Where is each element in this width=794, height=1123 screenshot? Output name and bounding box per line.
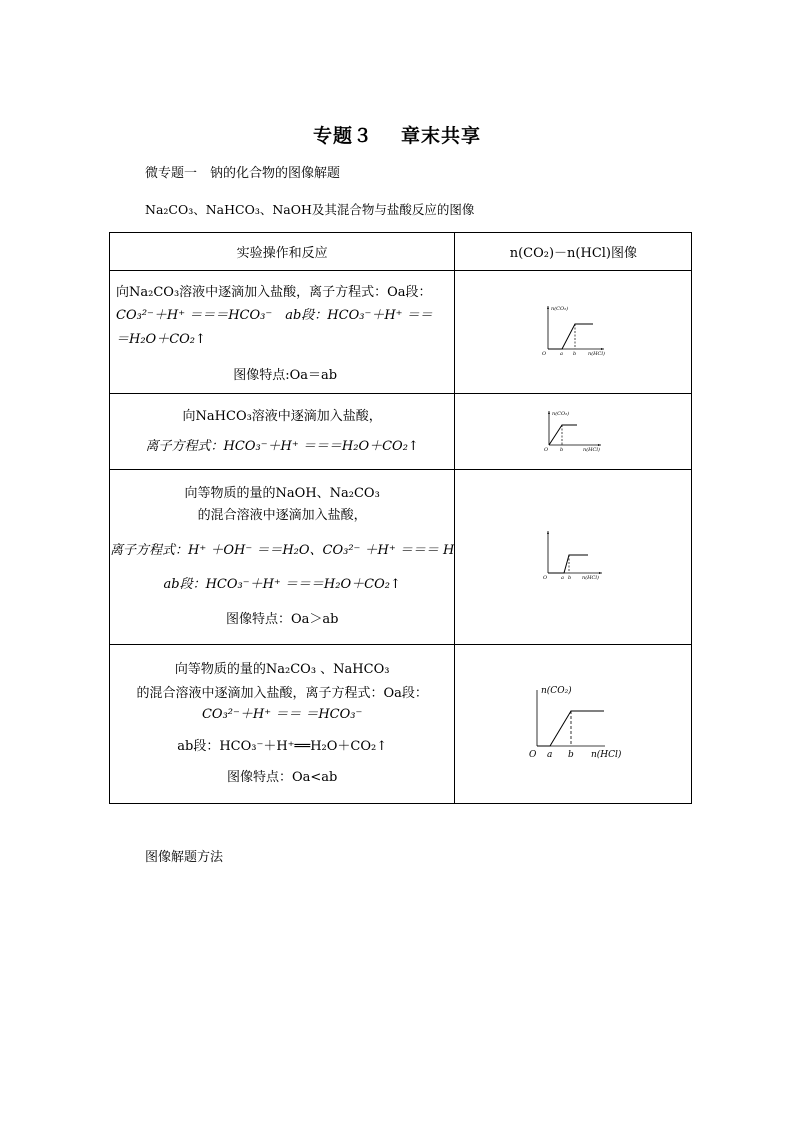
- row4-line3: CO₃²⁻＋H⁺ ＝＝ ＝HCO₃⁻: [201, 707, 363, 723]
- svg-text:O: O: [543, 575, 548, 581]
- row1-line4: 图像特点:Oa＝ab: [233, 367, 338, 383]
- row1-line3: ＝H₂O＋CO₂↑: [116, 332, 206, 347]
- row3-line1: 向等物质的量的NaOH、Na₂CO₃: [184, 486, 380, 502]
- row3-line5: 图像特点：Oa＞ab: [225, 612, 339, 628]
- graph-na2co3: [538, 301, 608, 359]
- row1-line1: 向Na₂CO₃溶液中逐滴加入盐酸，离子方程式：Oa段：: [116, 284, 432, 300]
- reaction-table: [109, 232, 692, 804]
- graph-naoh-na2co3: [540, 527, 606, 583]
- row4-line4: ab段：HCO₃⁻＋H⁺══H₂O＋CO₂↑: [177, 738, 388, 754]
- svg-text:n(HCl): n(HCl): [591, 750, 622, 760]
- svg-text:n(HCl): n(HCl): [582, 575, 600, 581]
- header-left: 实验操作和反应: [110, 233, 455, 271]
- svg-text:b: b: [560, 446, 564, 453]
- table-header-row: [110, 233, 692, 271]
- svg-text:a: a: [547, 750, 553, 760]
- table-row: [110, 645, 692, 804]
- svg-text:O: O: [529, 750, 537, 760]
- svg-text:O: O: [542, 351, 547, 357]
- svg-text:n(CO₂): n(CO₂): [551, 306, 569, 312]
- svg-text:n(HCl): n(HCl): [588, 351, 606, 357]
- row3-line4: ab段：HCO₃⁻＋H⁺ ＝＝＝H₂O＋CO₂↑: [163, 576, 401, 592]
- svg-text:b: b: [573, 351, 577, 357]
- row4-line1: 向等物质的量的Na₂CO₃ 、NaHCO₃: [174, 662, 390, 678]
- svg-text:b: b: [568, 750, 575, 760]
- svg-text:n(CO₂): n(CO₂): [541, 686, 573, 696]
- table-row: [110, 394, 692, 470]
- row4-line5: 图像特点：Oa<ab: [226, 770, 338, 786]
- row4-line2: 的混合溶液中逐滴加入盐酸，离子方程式：Oa段：: [136, 685, 428, 701]
- svg-text:n(CO₂): n(CO₂): [552, 410, 570, 417]
- graph-na2co3-nahco3: [525, 682, 621, 762]
- table-caption: Na₂CO₃、NaHCO₃、NaOH及其混合物与盐酸反应的图像: [145, 202, 475, 217]
- svg-text:a: a: [560, 351, 564, 357]
- svg-text:n(HCl): n(HCl): [583, 446, 601, 453]
- svg-text:b: b: [568, 575, 572, 581]
- table-row: [110, 470, 692, 645]
- header-right: n(CO₂)－n(HCl)图像: [455, 233, 692, 271]
- table-row: [110, 271, 692, 394]
- subtopic-heading: 微专题一 钠的化合物的图像解题: [145, 166, 341, 181]
- svg-text:O: O: [544, 446, 549, 453]
- section-heading: 图像解题方法: [145, 850, 224, 865]
- page-title: 专题３ 章末共享: [312, 125, 482, 147]
- svg-text:a: a: [561, 575, 565, 581]
- graph-nahco3: [541, 407, 605, 453]
- row3-line2: 的混合溶液中逐滴加入盐酸，: [197, 507, 367, 523]
- row3-line3: 离子方程式：H⁺ ＋OH⁻ ＝＝H₂O、CO₃²⁻ ＋H⁺ ＝＝＝ H: [110, 543, 455, 559]
- row2-line1: 向NaHCO₃溶液中逐滴加入盐酸，: [182, 408, 382, 424]
- row1-line2: CO₃²⁻＋H⁺ ＝＝＝HCO₃⁻ ab段：HCO₃⁻＋H⁺ ＝＝: [116, 308, 433, 324]
- row2-line2: 离子方程式：HCO₃⁻＋H⁺ ＝＝＝H₂O＋CO₂↑: [145, 438, 419, 454]
